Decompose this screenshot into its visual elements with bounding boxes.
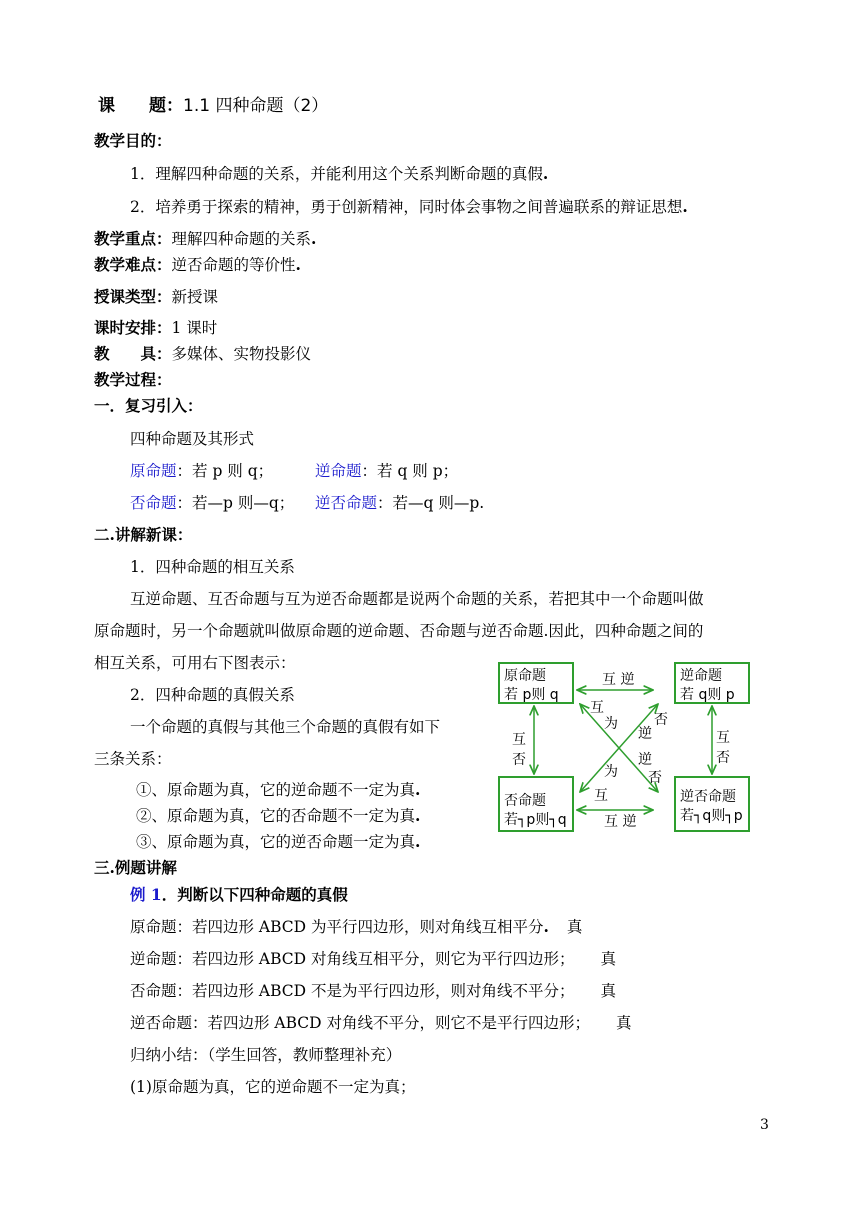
- label-right-inverse: 否: [716, 750, 730, 766]
- form-original: 原命题：若 p 则 q；: [130, 462, 274, 480]
- course-title-label: 课 题：: [98, 96, 183, 116]
- course-title: [98, 96, 328, 116]
- example-line: 原命题：若四边形 ABCD 为平行四边形，则对角线互相平分. 真: [130, 917, 583, 936]
- form-converse: 逆命题：若 q 则 p；: [315, 462, 459, 480]
- section2-sub2: 2．四种命题的真假关系: [130, 686, 295, 704]
- four-propositions-diagram: [496, 660, 752, 835]
- verdict: 真: [616, 1014, 632, 1032]
- label-diag-anti: 否: [654, 712, 668, 728]
- label-diag-anti: 逆: [638, 726, 652, 742]
- difficulty: 教学难点：逆否命题的等价性.: [94, 255, 301, 274]
- label-left-inverse: 互: [512, 732, 526, 748]
- verdict: 真: [600, 950, 617, 968]
- box-inverse: 否命题 若┐p则┐q: [498, 776, 574, 832]
- label-diag-main: 否: [648, 770, 662, 786]
- paragraph-line: 原命题时，另一个命题就叫做原命题的逆命题、否命题与逆否命题.因此，四种命题之间的: [94, 622, 704, 640]
- example-line: 否命题：若四边形 ABCD 不是为平行四边形，则对角线不平分； 真: [130, 982, 617, 1000]
- example-line: 逆否命题：若四边形 ABCD 对角线不平分，则它不是平行四边形； 真: [130, 1014, 632, 1032]
- summary-line: 归纳小结：（学生回答，教师整理补充）: [130, 1046, 402, 1064]
- box-original: 原命题 若 p则 q: [498, 662, 574, 704]
- box-contrapositive: 逆否命题 若┐q则┐p: [674, 776, 750, 832]
- relation-item: ②、原命题为真，它的否命题不一定为真.: [136, 806, 421, 825]
- form-inverse: 否命题：若—p 则—q；: [130, 494, 295, 512]
- verdict: 真: [566, 918, 583, 936]
- label-left-inverse: 否: [512, 752, 526, 768]
- relation-item: ③、原命题为真，它的逆否命题一定为真.: [136, 832, 421, 851]
- section2-sub1: 1．四种命题的相互关系: [130, 558, 295, 576]
- process-label: 教学过程：: [94, 370, 172, 389]
- label-bottom-converse: 互 逆: [604, 814, 637, 830]
- conclusion-line: (1)原命题为真，它的逆命题不一定为真；: [130, 1078, 416, 1096]
- label-right-inverse: 互: [716, 730, 730, 746]
- objective-item-2: 2．培养勇于探索的精神，勇于创新精神，同时体会事物之间普遍联系的辩证思想.: [130, 197, 688, 216]
- example-title: 例 1．判断以下四种命题的真假: [130, 885, 348, 904]
- label-top-converse: 互 逆: [602, 672, 635, 688]
- lesson-type: 授课类型：新授课: [94, 287, 219, 306]
- label-diag-main: 为: [604, 716, 618, 732]
- label-diag-anti: 为: [604, 764, 618, 780]
- relation-item: ①、原命题为真，它的逆命题不一定为真.: [136, 780, 421, 799]
- paragraph-line: 互逆命题、互否命题与互为逆否命题都是说两个命题的关系，若把其中一个命题叫做: [130, 590, 704, 608]
- key-point: 教学重点：理解四种命题的关系.: [94, 229, 317, 248]
- form-contrapositive: 逆否命题：若—q 则—p.: [315, 494, 485, 512]
- example-line: 逆命题：若四边形 ABCD 对角线互相平分，则它为平行四边形； 真: [130, 950, 617, 968]
- schedule: 课时安排：1 课时: [94, 318, 218, 337]
- tools: 教 具：多媒体、实物投影仪: [94, 344, 312, 363]
- objectives-label: 教学目的：: [94, 131, 172, 150]
- course-title-value: 1.1 四种命题（2）: [183, 96, 329, 116]
- paragraph-line: 相互关系，可用右下图表示：: [94, 654, 296, 672]
- verdict: 真: [600, 982, 617, 1000]
- label-diag-main: 互: [590, 700, 604, 716]
- paragraph-line: 三条关系：: [94, 750, 172, 768]
- box-converse: 逆命题 若 q则 p: [674, 662, 750, 704]
- label-diag-anti: 互: [594, 788, 608, 804]
- section1-heading: 一．复习引入：: [94, 396, 203, 415]
- paragraph-line: 一个命题的真假与其他三个命题的真假有如下: [130, 718, 441, 736]
- section2-heading: 二.讲解新课：: [94, 525, 193, 544]
- label-diag-main: 逆: [638, 752, 652, 768]
- page-number: 3: [760, 1117, 769, 1133]
- section1-intro: 四种命题及其形式: [130, 430, 255, 448]
- objective-item-1: 1．理解四种命题的关系，并能利用这个关系判断命题的真假.: [130, 164, 549, 183]
- section3-heading: 三.例题讲解: [94, 858, 177, 877]
